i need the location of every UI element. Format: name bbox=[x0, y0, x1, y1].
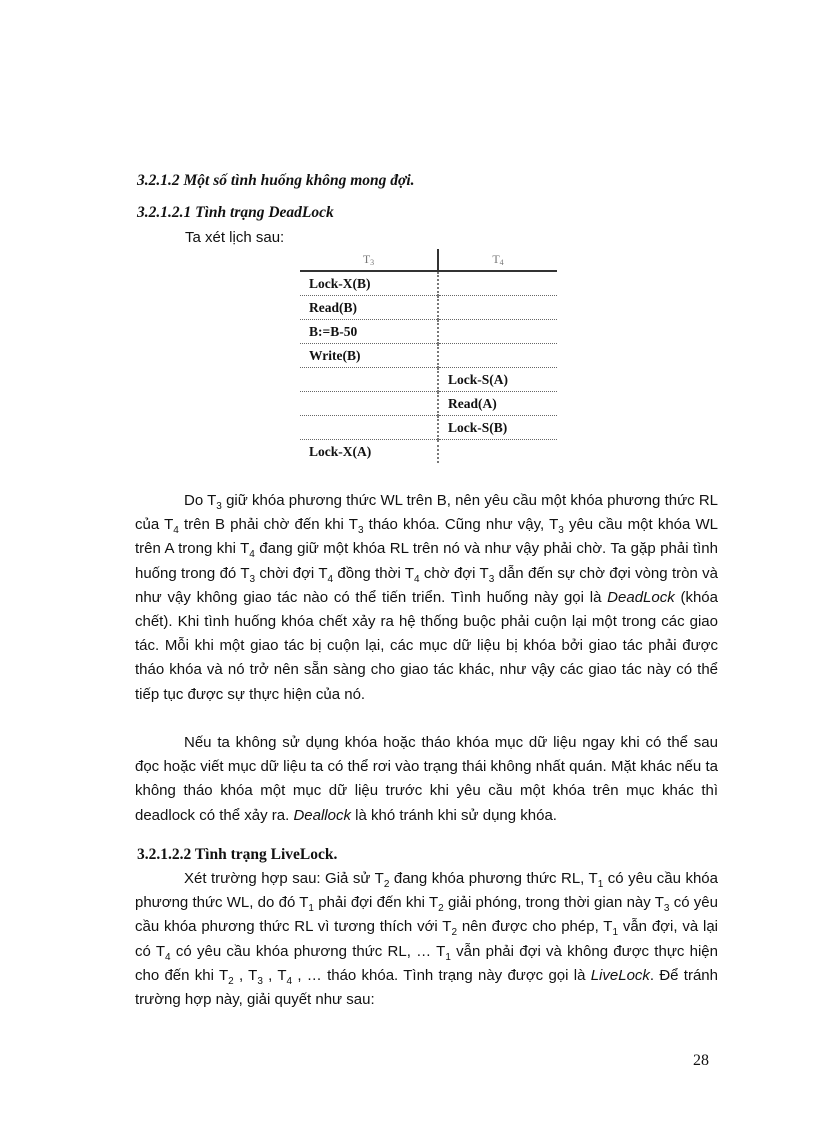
table-row bbox=[300, 271, 557, 296]
t3-cell: Lock-X(B) bbox=[300, 271, 438, 296]
livelock-paragraph: Xét trường hợp sau: Giả sử $T_2$ đang khóa phương thức RL, $T_1$ có yêu cầu khóa phương thức WL, do đó $T_1$ phải đợi đến khi $T_2$ giải phóng, trong thời gian này $T_3$ có yêu cầu khóa phương thức RL vì tương thích với $T_2$ nên được cho phép, $T_1$ vẫn đợi, và lại có $T_4$ có yêu cầu khóa phương thức RL, … $T_1$ vẫn phải đợi và không được thực hiện cho đến khi $T_2$ , $T_3$ , $T_4$ , … tháo khóa. Tình trạng này được gọi là LiveLock. Để tránh trường hợp này, giải quyết như sau: bbox=[135, 870, 718, 1009]
livelock-heading: 3.2.1.2.2 Tình trạng LiveLock. bbox=[137, 846, 338, 863]
t3-cell: Read(B) bbox=[300, 296, 438, 320]
t3-cell: Lock-X(A) bbox=[300, 440, 438, 464]
t4-cell bbox=[438, 344, 557, 368]
t3-cell bbox=[300, 416, 438, 440]
lock-usage-paragraph: Nếu ta không sử dụng khóa hoặc tháo khóa mục dữ liệu ngay khi có thể sau đọc hoặc viết mục dữ liệu ta có thể rơi vào trạng thái không nhất quán. Mặt khác nếu ta không tháo khóa một mục dữ liệu trước khi yêu cầu một khóa trên mục khác thì deadlock có thể xảy ra. Deallock là khó tránh khi sử dụng khóa. bbox=[135, 734, 718, 824]
table-row bbox=[300, 440, 557, 464]
deadlock-paragraph: Do $T_3$ giữ khóa phương thức WL trên B, nên yêu cầu một khóa phương thức RL của $T_4$ trên B phải chờ đến khi $T_3$ tháo khóa. Cũng như vậy, $T_3$ yêu cầu một khóa WL trên A trong khi $T_4$ đang giữ một khóa RL trên nó và như vậy phải chờ. Ta gặp phải tình huống trong đó $T_3$ chời đợi $T_4$ đồng thời $T_4$ chờ đợi $T_3$ dẫn đến sự chờ đợi vòng tròn và như vậy không giao tác nào có thể tiến triển. Tình huống này gọi là DeadLock (khóa chết). Khi tình huống khóa chết xảy ra hệ thống buộc phải cuộn lại một trong các giao tác. Mỗi khi một giao tác bị cuộn lại, các mục dữ liệu bị khóa bởi giao tác phải được tháo khóa và nó trở nên sẵn sàng cho giao tác khác, như vậy các giao tác này có thể tiếp tục được sự thực hiện của nó. bbox=[135, 492, 719, 703]
t4-cell bbox=[438, 271, 557, 296]
t3-cell: B:=B-50 bbox=[300, 320, 438, 344]
table-row bbox=[300, 368, 557, 392]
table-row bbox=[300, 392, 557, 416]
page-number: 28 bbox=[693, 1052, 709, 1069]
table-row bbox=[300, 344, 557, 368]
t4-cell: Read(A) bbox=[438, 392, 557, 416]
t4-cell bbox=[438, 440, 557, 464]
column-header-t4: $T_4$ bbox=[438, 249, 557, 271]
t4-cell: Lock-S(B) bbox=[438, 416, 557, 440]
t4-cell bbox=[438, 296, 557, 320]
t4-cell bbox=[438, 320, 557, 344]
section-heading: 3.2.1.2 Một số tình huống không mong đợi. bbox=[137, 172, 415, 189]
table-row bbox=[300, 296, 557, 320]
table-header-row bbox=[300, 249, 557, 271]
t3-cell bbox=[300, 392, 438, 416]
schedule-table bbox=[300, 249, 557, 463]
intro-text: Ta xét lịch sau: bbox=[185, 229, 285, 246]
table-row bbox=[300, 416, 557, 440]
t4-cell: Lock-S(A) bbox=[438, 368, 557, 392]
t3-cell: Write(B) bbox=[300, 344, 438, 368]
table-row bbox=[300, 320, 557, 344]
t3-cell bbox=[300, 368, 438, 392]
column-header-t3: $T_3$ bbox=[300, 249, 438, 271]
deadlock-heading: 3.2.1.2.1 Tình trạng DeadLock bbox=[137, 204, 334, 221]
